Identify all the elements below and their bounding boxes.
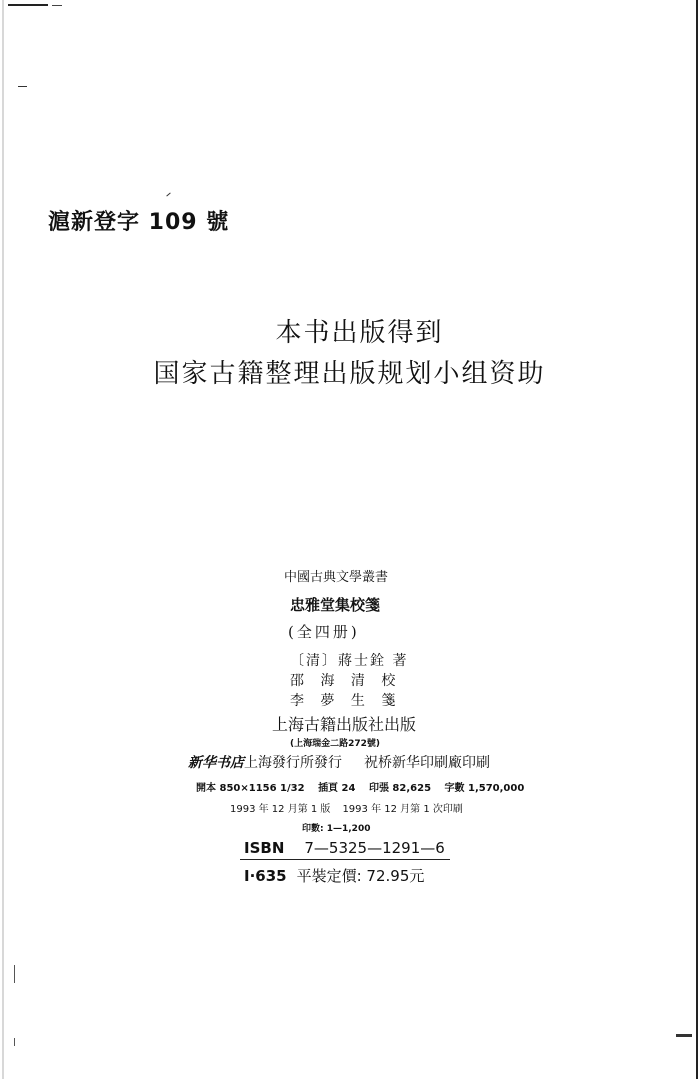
isbn-label: ISBN (244, 839, 285, 857)
credit-collator: 邵 海 清 校 (290, 673, 402, 689)
credit-author: 〔清〕蔣士銓 著 (290, 653, 409, 669)
scan-speck (166, 193, 170, 197)
print-run: 印數: 1—1,200 (302, 824, 371, 834)
registration-number: 滬新登字 109 號 (48, 210, 230, 235)
series-name: 中國古典文學叢書 (284, 570, 389, 585)
isbn-line (244, 839, 445, 857)
distribution-line (188, 752, 490, 772)
book-title: 忠雅堂集校箋 (290, 596, 381, 614)
scan-edge-left (2, 0, 4, 1079)
distributor: 上海發行所發行 (244, 755, 342, 771)
funding-note-line-2: 国家古籍整理出版规划小组资助 (153, 359, 546, 389)
price-text: 平裝定價: 72.95元 (296, 867, 425, 885)
sheets-spec: 印張 82,625 (368, 783, 432, 794)
isbn-divider (240, 859, 450, 860)
scan-speck (676, 1034, 692, 1037)
printer: 祝桥新华印刷廠印刷 (364, 755, 490, 771)
publisher: 上海古籍出版社出版 (272, 715, 417, 734)
publisher-address: (上海瑞金二路272號) (290, 739, 381, 749)
scan-edge-top-fragment (52, 5, 62, 6)
plates-spec: 插頁 24 (318, 783, 356, 794)
scan-edge-right (696, 0, 698, 1079)
edition-info (230, 800, 463, 815)
scan-speck (18, 86, 27, 87)
print-specifications (196, 779, 534, 794)
word-count-spec: 字數 1,570,000 (444, 783, 525, 794)
price-line (244, 865, 424, 886)
funding-note-line-1: 本书出版得到 (275, 318, 444, 348)
isbn-number: 7—5325—1291—6 (304, 839, 445, 857)
margin-tick (14, 1038, 15, 1046)
volume-count: (全四册) (288, 623, 360, 641)
margin-tick (14, 965, 15, 983)
scan-edge-top (8, 4, 48, 6)
first-edition: 1993 年 12 月第 1 版 (230, 804, 331, 815)
bookstore-brand: 新华书店 (188, 755, 244, 771)
first-printing: 1993 年 12 月第 1 次印刷 (342, 804, 463, 815)
credit-annotator: 李 夢 生 箋 (290, 693, 402, 709)
format-spec: 開本 850×1156 1/32 (196, 783, 305, 794)
classification-code: I·635 (244, 867, 287, 885)
